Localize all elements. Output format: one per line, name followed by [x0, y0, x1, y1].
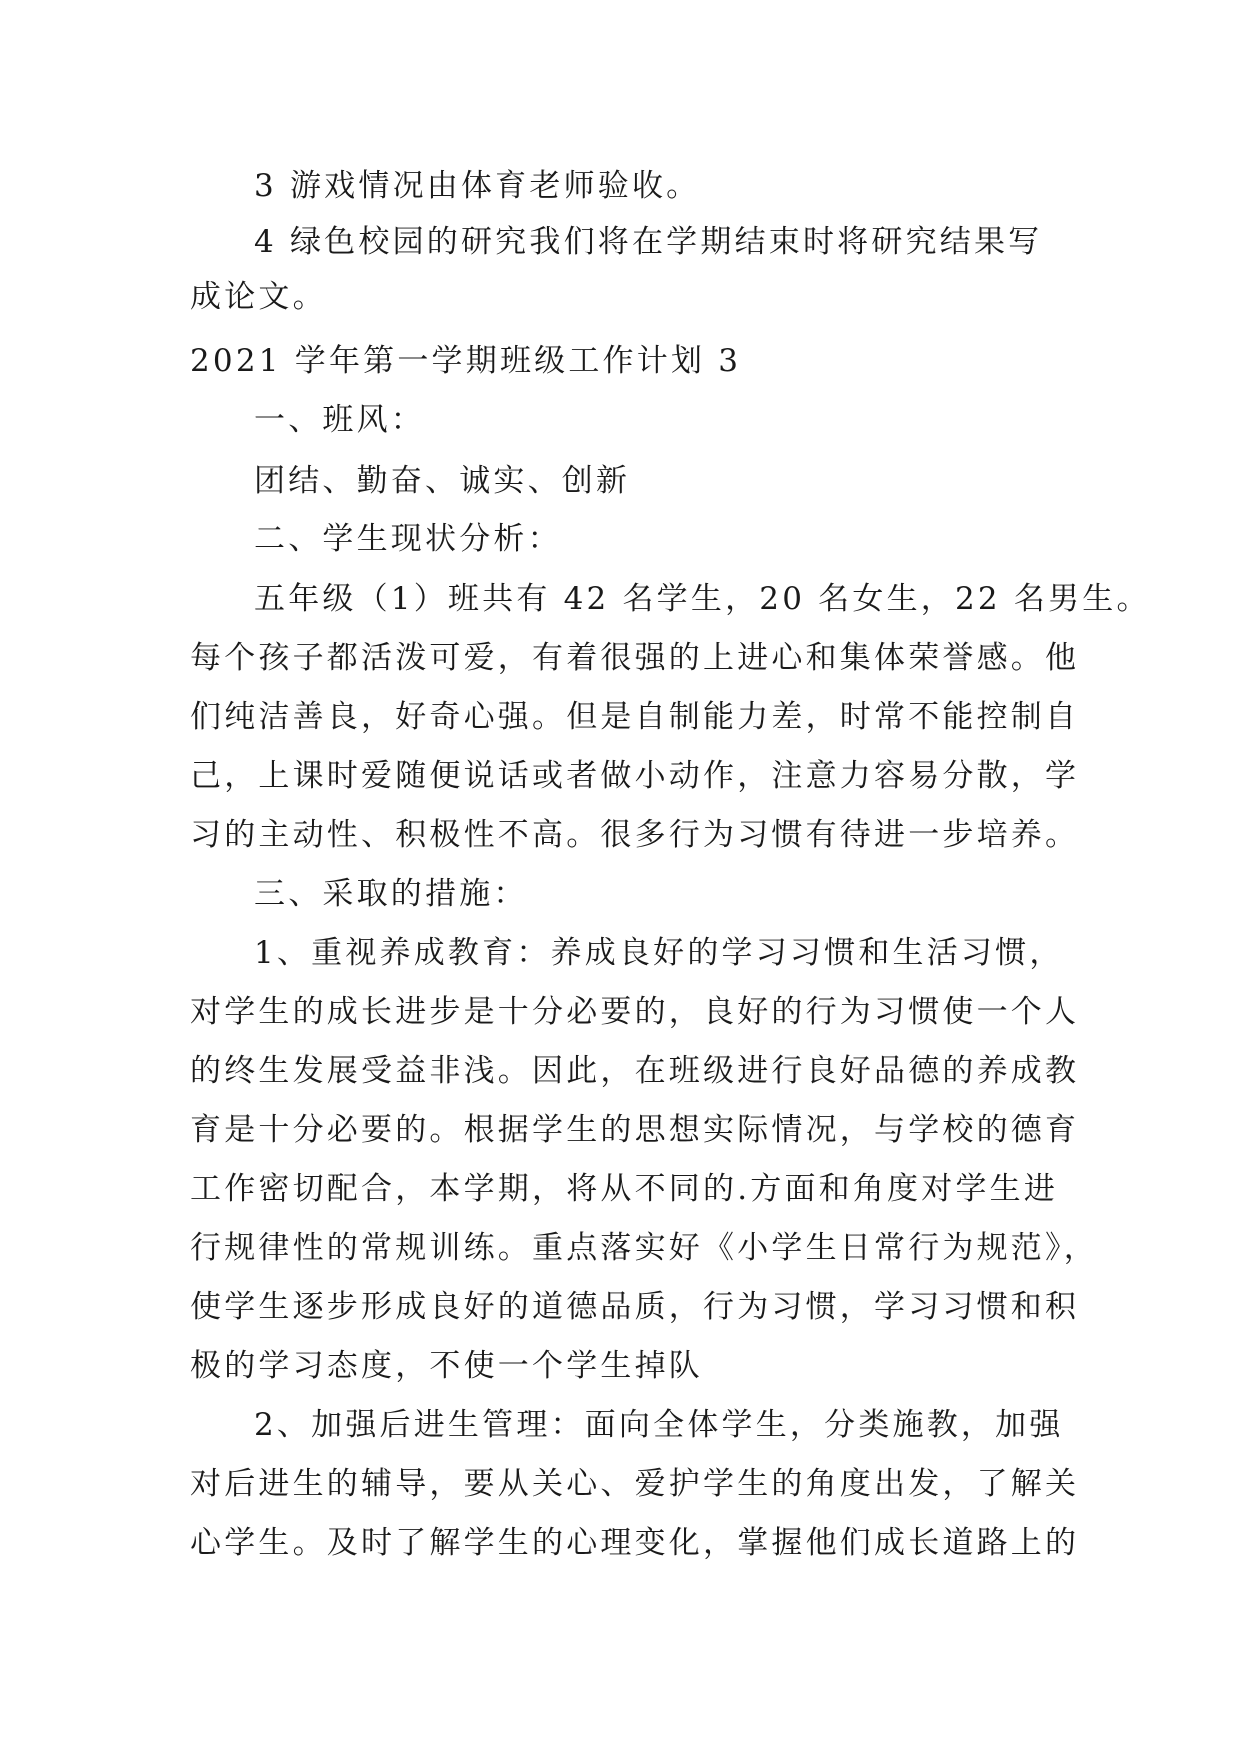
paragraph-line: 使学生逐步形成良好的道德品质，行为习惯，学习习惯和积 — [190, 1289, 1080, 1325]
paragraph-line: 团结、勤奋、诚实、创新 — [254, 463, 631, 499]
paragraph-line: 4 绿色校园的研究我们将在学期结束时将研究结果写 — [254, 224, 1043, 260]
paragraph-line: 己，上课时爱随便说话或者做小动作，注意力容易分散，学 — [190, 758, 1080, 794]
paragraph-line: 行规律性的常规训练。重点落实好《小学生日常行为规范》， — [190, 1230, 1098, 1266]
paragraph-line: 们纯洁善良，好奇心强。但是自制能力差，时常不能控制自 — [190, 699, 1080, 735]
paragraph-line: 心学生。及时了解学生的心理变化，掌握他们成长道路上的 — [190, 1525, 1080, 1561]
section-heading: 2021 学年第一学期班级工作计划 3 — [190, 343, 742, 379]
paragraph-line: 的终生发展受益非浅。因此，在班级进行良好品德的养成教 — [190, 1053, 1080, 1089]
subheading: 一、班风： — [254, 402, 425, 438]
paragraph-line: 工作密切配合，本学期，将从不同的.方面和角度对学生进 — [190, 1171, 1059, 1207]
subheading: 二、学生现状分析： — [254, 521, 562, 557]
paragraph-line: 五年级（1）班共有 42 名学生，20 名女生，22 名男生。 — [254, 581, 1151, 617]
paragraph-line: 3 游戏情况由体育老师验收。 — [254, 168, 701, 204]
paragraph-line: 育是十分必要的。根据学生的思想实际情况，与学校的德育 — [190, 1112, 1080, 1148]
paragraph-line: 1、重视养成教育：养成良好的学习习惯和生活习惯， — [254, 935, 1064, 971]
paragraph-line: 对学生的成长进步是十分必要的，良好的行为习惯使一个人 — [190, 994, 1080, 1030]
paragraph-line: 对后进生的辅导，要从关心、爱护学生的角度出发，了解关 — [190, 1466, 1080, 1502]
paragraph-line: 每个孩子都活泼可爱，有着很强的上进心和集体荣誉感。他 — [190, 640, 1080, 676]
paragraph-line: 2、加强后进生管理：面向全体学生，分类施教，加强 — [254, 1407, 1064, 1443]
paragraph-line: 习的主动性、积极性不高。很多行为习惯有待进一步培养。 — [190, 817, 1080, 853]
subheading: 三、采取的措施： — [254, 876, 528, 912]
paragraph-line: 极的学习态度，不使一个学生掉队 — [190, 1348, 703, 1384]
paragraph-line: 成论文。 — [190, 279, 327, 315]
